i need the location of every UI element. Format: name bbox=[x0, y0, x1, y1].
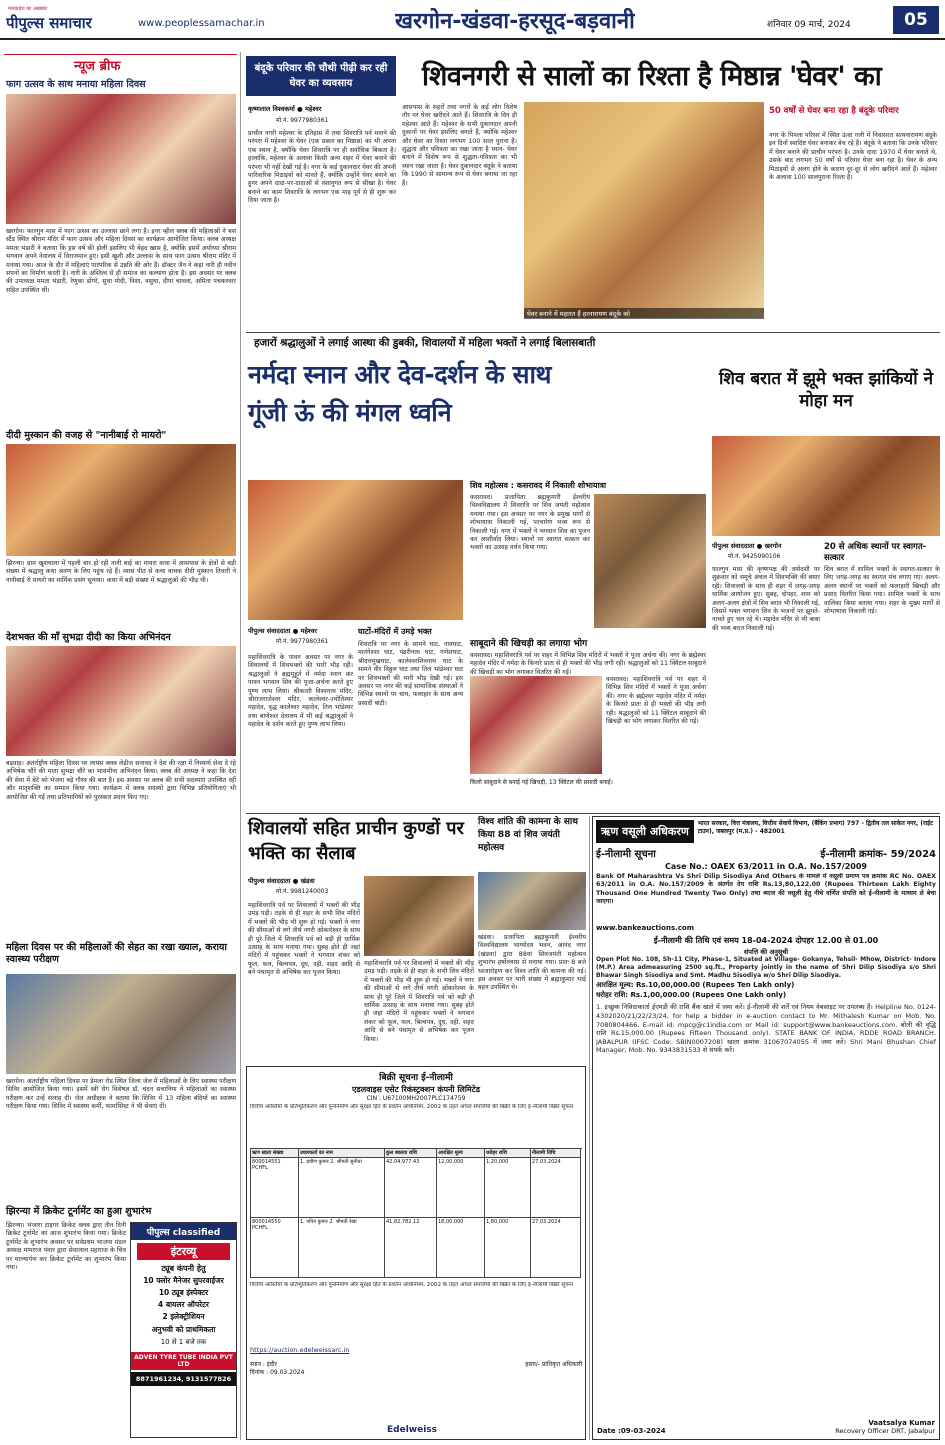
column-divider-left bbox=[240, 52, 241, 1440]
table-cell: 42,04,977.43 bbox=[385, 1158, 437, 1218]
vishwa-body: खंडवा। प्रजापिता ब्रह्माकुमारी ईश्वरीय विश्वविद्यालय भाग्योदय भवन, आनंद नगर (खंडवा) द्वारा 88वां शिवजयंती महोत्सव शुभारंभ हर्षोल्लास से मनाया गया। प्रातः 8 बजे ध्वजारोहण कर विश्व शांति की कामना की गई। इस अवसर पर भारी संख्या में ब्रह्माकुमार भाई बहन उपस्थित थे। bbox=[478, 934, 586, 992]
classified-line5: 2 इलेक्ट्रीशियन bbox=[162, 1312, 205, 1321]
shiv-barat-body: फाल्गुन मास की कृष्णपक्ष की त्रयोदशी पर शुक्रवार को समूचे अंचल में शिवभक्ति की बयार रही। शिवालयों के साथ ही शहर में जगह-जगह धार्मिक आयोजन हुए। सुबह, दोपहर, शाम को अलग-अलग क्षेत्रों में शिव बरात भी निकाली गई, जिसमें भक्त भगवान शिव के भजनों पर झूमते-नाचते हुए चल रहे थे। महादेव मंदिर से भी बाबा की भव्य बरात निकाली गई। bbox=[712, 566, 820, 632]
edelweiss-company: एडलवाइस एसेट रिकंस्ट्रक्शन कंपनी लिमिटेड bbox=[351, 1085, 481, 1094]
drt-reserve: आरक्षित मूल्य: Rs.10,00,000.00 (Rupees Ten Lakh only) bbox=[596, 981, 795, 990]
narmada-mobile: मो.नं. 9977980361 bbox=[276, 638, 329, 645]
classified-line3: 10 ट्यूब इंस्पेक्टर bbox=[158, 1288, 209, 1297]
khichdi-headline: साबूदाने की खिचड़ी का लगाया भोग bbox=[470, 639, 588, 649]
classified-line1: ट्यूब कंपनी हेतु bbox=[161, 1264, 206, 1273]
ghevar-headline: शिवनगरी से सालों का रिश्ता है मिष्ठान्न 'घेवर' का bbox=[422, 61, 882, 92]
table-header: कुल बकाया राशि bbox=[385, 1149, 437, 1158]
news-brief-label: न्यूज ब्रीफ bbox=[74, 59, 121, 74]
classified-line6: अनुभवी को प्राथमिकता bbox=[151, 1325, 216, 1334]
ghevar-side-body: नगर के पिपला परिसर में स्थित ऊंचा गली में निवासरत सत्यनारायण बंदूके इन दिनों स्वादिष्ट घेवर बनाकर बेच रहे हैं। बंदूके ने बताया कि उनके परिवार में घेवर बनाने की प्राचीन परंपरा है। उनके दादा 1970 में घेवर बनाते थे, उसके बाद लगभग 50 वर्षों से परिवार घेवर बना रहा है। घेवर के अन्य मिठाइयों से अलग होने के कारण दूर-दूर से लोग खरीदने आते हैं। महेश्वर के अलावा 100 सालपुराना रिश्ता है। bbox=[769, 132, 937, 182]
narmada-kicker: हजारों श्रद्धालुओं ने लगाई आस्था की डुबकी, शिवालयों में महिला भक्तों ने लगाई बिलासबाती bbox=[254, 337, 596, 349]
ghevar-kicker bbox=[246, 56, 396, 96]
shiv-barat-story bbox=[708, 368, 940, 811]
edelweiss-title: बिक्री सूचना ई-नीलामी bbox=[379, 1073, 453, 1083]
table-cell: 800014551 PCHFL bbox=[251, 1158, 299, 1218]
region-title: खरगोन-खंडवा-हरसूद-बड़वानी bbox=[395, 9, 635, 34]
shiv-barat-byline: पीपुल्स संवाददाता ● खरगोन bbox=[712, 542, 782, 550]
ghevar-body-2: आसपास के शहरों तथा नगरों के कई लोग विशेष तौर पर घेवर खरीदने आते हैं। शिवरात्रि के दिन ही महेश्वर आते हैं। महेश्वर के सभी दुकानदार अपनी दुकानों पर घेवर इसलिए बनाते हैं, क्योंकि महेश्वर और घेवर का रिश्ता लगभग 100 साल पुराना है। शुद्धता और पवित्रता का रखा जाता है ध्यान- घेवर बनाने में विशेष रूप से शुद्धता-पवित्रता का भी ध्यान रखा जाता है। घेवर दुकानदार बंदूके ने बताया कि 1990 से सामान्य रूप से घेवर बनाया जा रहा है। bbox=[402, 104, 517, 187]
classified-ad bbox=[130, 1222, 237, 1438]
drt-property: Open Plot No. 108, Sh-11 City, Phase-1, Situated at Village- Gokanya, Tehsil- Mhow, District- Indore (M.P.) Area admeasuring 2500 sq.ft., Property jointly in the name of Shri Dilip Sisodiya s/o Shri Bhawar Singh Sisodiya and Smt. Madhu Sisodiya w/o Shri Dilip Sisodiya. bbox=[596, 956, 936, 979]
edelweiss-terms: वित्तीय आस्तियों के प्रतिभूतिकरण और पुनर्निर्माण और सुरक्षा हित के प्रवर्तन अधिनियम, 2002 के तहत अचल संपत्तियों की बिक्री के लिए ई-नीलामी बिक्री सूचना bbox=[250, 1282, 574, 1288]
drt-notice-no: ई-नीलामी क्रमांक- 59/2024 bbox=[820, 849, 936, 860]
table-cell: 1,80,000 bbox=[485, 1218, 531, 1278]
brief-4-photo bbox=[6, 974, 236, 1074]
kund-photo bbox=[364, 876, 474, 956]
column-divider-right bbox=[589, 816, 590, 1440]
drt-title: ऋण वसूली अधिकरण bbox=[596, 820, 694, 843]
mahotsav-headline: शिव महोत्सव : कसरावद में निकाली शोभायात्रा bbox=[470, 481, 607, 490]
edelweiss-footer bbox=[250, 1360, 582, 1376]
brief-5-body: झिरन्या। भंजारा टाइगर क्रिकेट क्लब द्वारा तीन दिनी क्रिकेट टूर्नामेंट का आज शुभारंभ किया गया। क्रिकेट टूर्नामेंट के शुभारंभ अवसर पर सर्वप्रथम भाजपा मंडल अध्यक्ष मामराज पंवार द्वारा सेवालाल महाराज के चित्र पर माल्यार्पण कर क्रिकेट टूर्नामेंट का शुभारंभ किया गया। bbox=[6, 1222, 126, 1272]
edelweiss-ad bbox=[246, 1066, 586, 1440]
table-cell: 800014550 PCHFL bbox=[251, 1218, 299, 1278]
site-url[interactable]: www.peoplessamachar.in bbox=[138, 18, 265, 29]
table-cell: 1,20,000 bbox=[485, 1158, 531, 1218]
shiv-barat-headline: शिव बरात में झूमे भक्त झांकियों ने मोहा मन bbox=[718, 369, 934, 411]
drt-header bbox=[596, 820, 936, 843]
table-cell: 41,82,782.12 bbox=[385, 1218, 437, 1278]
narmada-headline: नर्मदा स्नान और देव-दर्शन के साथ गूंजी ऊं की मंगल ध्वनि bbox=[248, 360, 552, 427]
drt-terms: 1. इच्छुक निविदाकार्ता ईएमडी की राशि बैंक खाते में जमा करें। ई-नीलामी की शर्तें एवं नियम वेबसाइट पर उपलब्ध हैं। Helpline No. 0124-4302020/21/22/23/24, for help a bidder in e-auction contact to Mr. Mithalesh Kumar on Mob. No. 7080804466, E-mail id: mpcg@c1india.com or Mail id: support@www.bankeauctions.com. बोली की वृद्धि राशि Rs.15,000.00 (Rupees Fifteen Thousand only). STATE BANK OF INDIA, RDDE ROAD BRANCH, JABALPUR (IFSC Code: SBIN0007208) खाता क्रमांक 31067074055 में जमा करें। Shri Mani Bhushan Chief Manager, Mob. No. 9343831533 से संपर्क करें। bbox=[596, 1003, 936, 1055]
kund-byline: पीपुल्स संवाददाता ● खंडवा bbox=[248, 877, 315, 885]
drt-case-no: Case No.: OAEX 63/2011 in O.A. No.157/2009 bbox=[665, 862, 867, 871]
shiv-barat-side-body: शिव बरात में शामिल भक्तों के स्वागत-सत्कार के लिए जगह-जगह का स्वागत मंच लगाए गए। अलग-अलग स्थानों पर भक्तों को फलाहारी खिचड़ी और प्रसाद वितरित किया गया। शामिल भक्तों के साथ वालिका किया बताया गया। शहर के मुख्य मार्गों से शोभायात्रा निकाली गई। bbox=[824, 566, 940, 616]
masthead bbox=[0, 0, 945, 40]
drt-notice bbox=[592, 816, 940, 1440]
brand-tag: मध्यप्रदेश का अखबार bbox=[8, 6, 48, 12]
brief-4-headline: महिला दिवस पर की महिलाओं की सेहत का रखा ख्याल, कराया स्वास्थ्य परीक्षण bbox=[6, 942, 227, 965]
edelweiss-logo: Edelweiss bbox=[387, 1425, 437, 1435]
brief-3-body: बड़वाह। अंतर्राष्ट्रीय महिला दिवस पर लायंस क्लब लेडीज सनावद ने देश की रक्षा में निस्वार्थ सेवा दे रहे अभिषेक चौरे की माता सुभद्रा चौरे का भावभीना अभिनंदन किया। क्लब की अध्यक्ष ने कहा कि देश की सेवा में बेटे को भेजना बड़े गौरव की बात है। इस अवसर पर क्लब की सभी सदस्याएं उपस्थित रहीं और मातृशक्ति का सम्मान किया गया। कार्यक्रम में क्लब सदस्यों द्वारा विभिन्न प्रतियोगिताएं भी आयोजित की गईं तथा प्रतिभागियों को पुरस्कार प्रदान किए गए। bbox=[6, 760, 236, 801]
classified-contact: 8871961234, 9131577826 bbox=[131, 1372, 236, 1386]
shiv-barat-side-headline: 20 से अधिक स्थानों पर स्वागत-सत्कार bbox=[824, 542, 927, 563]
vishwa-headline: विश्व शांति की कामना के साथ किया 88 वां शिव जयंती महोत्सव bbox=[478, 817, 579, 853]
ghevar-mobile: मो.नं. 9977980361 bbox=[276, 117, 329, 124]
brand-logo bbox=[6, 6, 132, 34]
table-header: आरक्षित मूल्य bbox=[437, 1149, 485, 1158]
edelweiss-website[interactable]: https://auction.edelweissarc.in bbox=[250, 1346, 350, 1354]
narmada-bottom-rule bbox=[246, 813, 940, 814]
brief-1-body: खरगोन। फाल्गुन मास में फाग उत्सव का उल्लास छाने लगा है। इनर व्हील क्लब की महिलाओं ने बस स्टैंड स्थित श्रीराम मंदिर में फाग उत्सव और महिला दिवस का कार्यक्रम आयोजित किया। क्लब अध्यक्ष ममता भंडारी ने बताया कि इस वर्ष की होली इसलिए भी बेहद खास है, क्योंकि इसमें अयोध्या श्रीराम भगवान अपने नेवालय में विराजमान हुए। इसी खुशी और उल्लास के साथ फाग उत्सव श्रीराम मंदिर में मनाया गया। आज के दौर में महिलाएं पारंपरिक से उन्नति की ओर हैं। डॉक्टर जैन ने कहा नारी ही नवीन सपनों का निर्माण करती है। नारी के अस्तित्व से ही समाज का कल्याण होता है। इस अवसर पर क्लब की उपाध्यक्ष ममता भंडारी, रेणुका डोंगरे, सुधा मोदी, निशा, वसुधा, दीपा चावला, अमिता पचकरवार सहित उपस्थित थीं। bbox=[6, 228, 236, 294]
classified-company: ADVEN TYRE TUBE INDIA PVT LTD bbox=[131, 1352, 236, 1370]
classified-sub: इंटरव्यू bbox=[137, 1243, 230, 1260]
ghevar-side-headline: 50 वर्षों से घेवर बना रहा है बंदूके परिवार bbox=[769, 106, 899, 116]
vishwa-photo bbox=[478, 872, 586, 930]
brief-2-body: झिरन्या। ग्राम खुशयाला में पहली बार हो रही नानी बाई का मायरा कथा में आसपास के क्षेत्रों से बड़ी संख्या में श्रद्धालु कथा श्रवण के लिए पहुंच रहे हैं। व्यास पीठ से कथा वाचक दीदी मुस्कान तिवारी ने नानीबाई रो मायरो का मार्मिक प्रसंग सुनाया। कथा में बड़ी संख्या में श्रद्धालुओं की भीड़ थी। bbox=[6, 560, 236, 584]
table-cell: 1. प्रवीण कुमार 2. श्रीमती सुनीता bbox=[299, 1158, 385, 1218]
ghevar-caption: घेवर बनाने में महारत हैं हरनारायण बंदूके को bbox=[524, 308, 764, 319]
ghat-body: शिवरात्रि पर नगर के सामने घाट, नावघाट, मातंगेश्वर घाट, पंढरीनाथ घाट, गणेशघाट, श्रीदत्तमुखघाट, कालेश्वरशिवनाथ घाट के सामने वीर विठ्ठल घाट तथा तिल भांडेश्वर घाट पर शिवभक्तों की भारी भीड़ देखी गई। इस अवसर पर नगर की कई सामाजिक संस्थाओं ने विभिन्न स्थानों पर चाय, फलाहार के साथ अन्य प्रसादी बांटी। bbox=[358, 641, 463, 707]
narmada-photo-main bbox=[248, 480, 463, 620]
kund-body: महाशिवरात्रि पर्व पर शिवालयों में भक्तों की भीड़ उमड़ पड़ी। तड़के से ही शहर के सभी शिव मंदिरों में भक्तों की भीड़ भी शुरू हो गई। भक्तों ने नगर की सीमाओं से लगे तीर्थ नगरी ओंकारेश्वर के साथ ही पूरे जिले में शिवरात्रि पर्व को बड़ी ही धार्मिक उत्साह के साथ मनाया गया। सुबह होते ही जहां मंदिरों में पहुंचकर भक्तों ने भगवान शंकर को फूल, फल, बिल्वपत्र, दूध, दही, शहद आदि से बने पंचामृत से अभिषेक कर पूजन किया। bbox=[248, 902, 360, 977]
brief-2-photo bbox=[6, 444, 236, 556]
brief-3-headline: देशभक्त की माँ सुभद्रा दीदी का किया अभिनंदन bbox=[6, 632, 171, 643]
table-header: नीलामी तिथि bbox=[531, 1149, 581, 1158]
kund-mobile: मो.नं. 9981240003 bbox=[276, 888, 329, 895]
ghevar-body-1: प्राचीन नगरी महेश्वर के इतिहास में तथा शिवरात्रि पर्व मनाने की परंपरा में महेश्वर के घेवर (एक प्रकार का मिष्ठान्न) का भी अपना एक स्थान है, क्योंकि घेवर शिवरात्रि पर ही सर्वाधिक बिकता है। हालांकि, महेश्वर के अलावा किसी अन्य शहर में घेवर बनाने की परंपरा भी नहीं देखी गई है। नगर के कई दुकानदार घेवर की अपनी पारिवारिक मिठाइयों को मानते हैं, क्योंकि उन्होंने घेवर बनाने का हुनर अपने दादा-पर-दादाओं से वंशानुगत रूप से सीखा है। घेवर बनाने का काम शिवरात्रि के लगभग एक माह पूर्व से ही शुरू कर दिया जाता है। bbox=[248, 130, 396, 205]
edelweiss-table bbox=[250, 1148, 582, 1278]
ghevar-byline: कृष्णलाल विश्वकर्मा ● महेश्वर bbox=[248, 105, 322, 113]
brief-3-photo bbox=[6, 646, 236, 756]
edelweiss-intro: वित्तीय आस्तियों के प्रतिभूतिकरण और पुनर्निर्माण और सुरक्षा हित के प्रवर्तन अधिनियम, 2002 के तहत अचल संपत्तियों की बिक्री के लिए ई-नीलामी बिक्री सूचना bbox=[250, 1104, 574, 1110]
table-header: उधारकर्ता का नाम bbox=[299, 1149, 385, 1158]
ghevar-photo bbox=[524, 102, 764, 318]
brief-1-photo bbox=[6, 94, 236, 224]
drt-property-head: संपत्ति की अनुसूची bbox=[743, 948, 789, 956]
drt-date: Date :09-03-2024 bbox=[597, 1427, 666, 1435]
edelweiss-date: दिनांक : 09.03.2024 bbox=[250, 1369, 305, 1376]
ghevar-bottom-rule bbox=[246, 332, 940, 333]
brief-5-headline: झिरन्या में क्रिकेट टूर्नामेंट का हुआ शुभारंभ bbox=[6, 1206, 152, 1217]
khichdi-body: कसरावद। महाशिवरात्रि पर्व पर शहर में विभिन्न शिव मंदिरों में भक्तों ने पूजा अर्चना की। नगर के ब्रह्मेश्वर महादेव मंदिर में नर्मदा के किनारे प्रातः से ही भक्तों की भीड़ लगी रही। श्रद्धालुओं को 11 क्विंटल साबूदाने की खिचड़ी का भोग लगाकर वितरित की गई। bbox=[470, 652, 706, 676]
news-brief-rule bbox=[4, 54, 237, 55]
table-cell: 18,00,000 bbox=[437, 1218, 485, 1278]
issue-date: शनिवार 09 मार्च, 2024 bbox=[767, 20, 851, 30]
kund-headline: शिवालयों सहित प्राचीन कुण्डों पर भक्ति का सैलाब bbox=[248, 818, 464, 864]
drt-designation: Recovery Officer DRT, Jabalpur bbox=[835, 1427, 935, 1435]
narmada-story bbox=[246, 336, 706, 811]
table-cell: 27.03.2024 bbox=[531, 1158, 581, 1218]
drt-date-line: ई-नीलामी की तिथि एवं समय 18-04-2024 दोपहर 12.00 से 01.00 bbox=[653, 936, 879, 945]
page-number: 05 bbox=[893, 6, 939, 34]
table-header: ऋण खाता संख्या bbox=[251, 1149, 299, 1158]
brand-name: पीपुल्स समाचार bbox=[6, 14, 92, 32]
table-cell: 12,00,000 bbox=[437, 1158, 485, 1218]
table-cell: 1. नविन कुमार 2. श्रीमती रेखा bbox=[299, 1218, 385, 1278]
narmada-body: महाशिवरात्रि के पावन अवसर पर नगर के शिवालयों में शिवभक्तों की भारी भीड़ रही। श्रद्धालुओं ने ब्रह्ममुहूर्त में नर्मदा स्नान कर पावन भगवान शिव की पूजा-अर्चना करते हुए पुण्य लाभ लिया। श्रीकाशी विश्वनाथ मंदिर, श्रीराजराजेश्वर मंदिर, कालेश्वर-ज्योतिश्वर महादेव, वृद्ध कालेश्वर महादेव, तिल भांडेश्वर तथा बाणेश्वर देवालय में भी कई श्रद्धालुओं ने महादेव के दर्शन करते हुए पुण्य लाभ लिया। bbox=[248, 654, 353, 729]
brief-2-headline: दीदी मुस्कान की वजह से "नानीबाई रो मायरो" bbox=[6, 430, 167, 441]
edelweiss-cin: CIN : U67100MH2007PLC174759 bbox=[366, 1095, 466, 1102]
khichdi-caption: किलो साबूदाने से बनाई गई खिचड़ी, 13 क्विंटल की प्रसादी बनाई। bbox=[470, 779, 613, 786]
edelweiss-place: स्थान : इंदौर bbox=[250, 1361, 277, 1368]
classified-line2: 10 फ्लोर मैनेजर सुपरवाईजर bbox=[143, 1276, 224, 1285]
brief-1-headline: फाग उत्सव के साथ मनाया महिला दिवस bbox=[6, 79, 146, 90]
table-cell: 27.03.2024 bbox=[531, 1218, 581, 1278]
brief-4-body: खरगोन। अंतर्राष्ट्रीय महिला दिवस पर डेमला रोड स्थित जिला जेल में महिलाओं के लिए स्वास्थ्य परीक्षण शिविर आयोजित किया गया। इसमें स्त्री रोग विशेषज्ञ डॉ. चंदन सचानिया ने महिलाओं का स्वास्थ्य परीक्षण कर उन्हें सलाह दी। जेल अधीक्षक ने बताया कि शिविर में 13 महिला बंदियों का स्वास्थ्य परीक्षण किया गया। शिविर में स्वास्थ्य कर्मी, फार्मासिस्ट ने भी सेवाएं दीं। bbox=[6, 1078, 236, 1111]
edelweiss-sign: हस्ता/- प्राधिकृत अधिकारी bbox=[525, 1361, 582, 1368]
mahotsav-body: कसरावद। प्रजापिता ब्रह्मकुमारी ईश्वरीय विश्वविद्यालय में शिवरात्रि पर शिव जयंती महोत्सव मनाया गया। इस अवसर पर नगर के प्रमुख मार्गों से शोभायात्रा निकाली गई, परचारेण भव्य रूप से निकाली गई। नगर में भक्तों ने भगवान शिव का पूजन कर आशीर्वाद लिया। स्थानों पर स्वागत सत्कार कर भक्तों का उत्साह वर्धन किया गया। bbox=[470, 494, 590, 552]
ghevar-kicker-text: बंदूके परिवार की चौथी पीढ़ी कर रही घेवर का व्यवसाय bbox=[254, 63, 388, 89]
classified-head: पीपुल्स classified bbox=[131, 1223, 236, 1240]
khichdi-side-text: कसरावद। महाशिवरात्रि पर्व पर शहर में विभिन्न शिव मंदिरों में भक्तों ने पूजा अर्चना की। नगर के ब्रह्मेश्वर महादेव मंदिर में नर्मदा के किनारे प्रातः से ही भक्तों की भीड़ लगी रही। श्रद्धालुओं को 11 क्विंटल साबूदाने की खिचड़ी का भोग लगाकर वितरित की गई। bbox=[606, 676, 706, 726]
drt-address: भारत सरकार, वित्त मंत्रालय, वित्तीय सेवायें विभाग, (बैंकिंग प्रभाग) 797 - द्वितीय तल साकेत नगर, (राईट टाउन), जबलपुर (म.प्र.) - 482001 bbox=[697, 820, 934, 835]
narmada-byline: पीपुल्स संवाददाता ● महेश्वर bbox=[248, 627, 317, 635]
drt-emd: धरोहर राशि: Rs.1,00,000.00 (Rupees One Lakh only) bbox=[596, 991, 787, 1000]
classified-line7: 10 से 1 बजे तक bbox=[160, 1338, 207, 1346]
khichdi-photo bbox=[470, 676, 602, 774]
kund-story bbox=[246, 816, 586, 1064]
drt-notice-heads bbox=[596, 846, 936, 860]
drt-website[interactable]: www.bankeauctions.com bbox=[596, 924, 695, 932]
kund-body-2: महाशिवरात्रि पर्व पर शिवालयों में भक्तों की भीड़ उमड़ पड़ी। तड़के से ही शहर के सभी शिव मंदिरों में भक्तों की भीड़ भी शुरू हो गई। भक्तों ने नगर की सीमाओं से लगे तीर्थ नगरी ओंकारेश्वर के साथ ही पूरे जिले में शिवरात्रि पर्व को बड़ी ही धार्मिक उत्साह के साथ मनाया गया। सुबह होते ही जहां मंदिरों में पहुंचकर भक्तों ने भगवान शंकर को फूल, फल, बिल्वपत्र, दूध, दही, शहद आदि से बने पंचामृत से अभिषेक कर पूजन किया। bbox=[364, 960, 474, 1043]
shiv-barat-photo bbox=[712, 436, 940, 536]
news-brief-column bbox=[4, 52, 237, 1440]
mahotsav-photo bbox=[594, 494, 706, 628]
ghevar-story bbox=[246, 52, 940, 330]
drt-signatory: Vaatsalya Kumar bbox=[868, 1419, 935, 1427]
classified-line4: 4 बायलर ऑपरेटर bbox=[157, 1300, 209, 1309]
ghat-headline: घाटों-मंदिरों में उमड़े भक्त bbox=[358, 627, 432, 636]
table-header: धरोहर राशि bbox=[485, 1149, 531, 1158]
drt-notice-head: ई-नीलामी सूचना bbox=[596, 849, 656, 860]
drt-footer bbox=[597, 1419, 935, 1435]
shiv-barat-mobile: मो.नं. 9425090106 bbox=[728, 553, 781, 560]
drt-body: Bank Of Maharashtra Vs Shri Dilip Sisodiya And Others के मामले में वसूली प्रमाण पत्र क्रमांक RC No. OAEX 63/2011 in O.A. No.157/2009 के अंतर्गत देय राशि Rs.13,80,122.00 (Rupees Thirteen Lakh Eighty Thousand One Hundred Twenty Two Only) तथा ब्याज की वसूली हेतु नीचे वर्णित संपत्ति को ई-नीलामी के माध्यम से बेचा जाएगा। bbox=[596, 873, 936, 906]
